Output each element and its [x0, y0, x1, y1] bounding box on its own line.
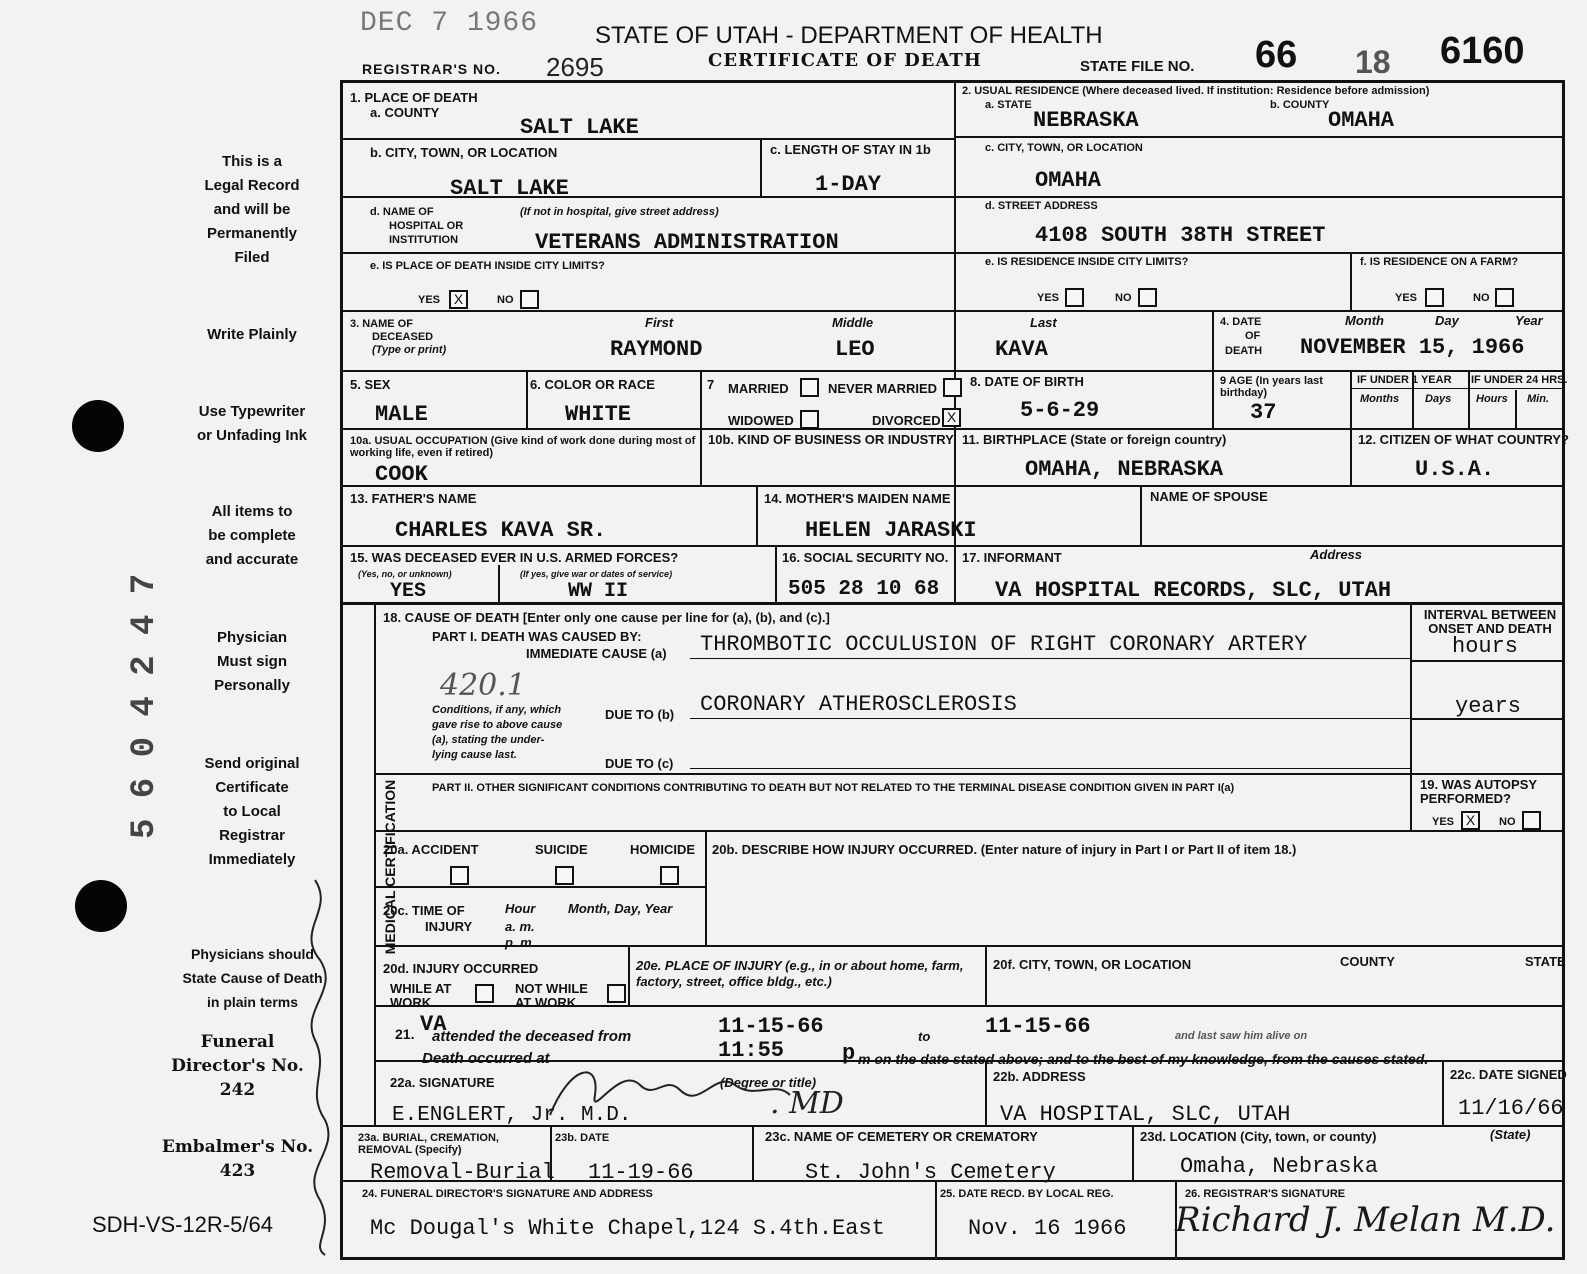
label-26: 26. REGISTRAR'S SIGNATURE — [1185, 1188, 1346, 1200]
label-3-c: (Type or print) — [372, 344, 447, 356]
label-20c-b: INJURY — [425, 919, 473, 934]
label-while-at: WHILE AT — [390, 981, 452, 996]
value-armed: YES — [390, 580, 427, 603]
label-9: 9 AGE (In years last birthday) — [1220, 375, 1323, 399]
label-22c: 22c. DATE SIGNED — [1450, 1067, 1567, 1082]
physician-signature-scrawl — [540, 1055, 800, 1130]
label-1a: a. COUNTY — [370, 105, 440, 120]
value-date-signed: 11/16/66 — [1458, 1096, 1564, 1121]
value-first-name: RAYMOND — [610, 337, 703, 362]
label-2e: e. IS RESIDENCE INSIDE CITY LIMITS? — [985, 256, 1189, 268]
label-1d-b: HOSPITAL OR — [389, 220, 464, 232]
label-10b: 10b. KIND OF BUSINESS OR INDUSTRY — [708, 432, 954, 447]
value-ssn: 505 28 10 68 — [788, 578, 940, 601]
value-attend-from: 11-15-66 — [718, 1014, 824, 1039]
label-attended: attended the deceased from — [432, 1028, 632, 1045]
label-months: Months — [1360, 393, 1400, 405]
label-15-note2: (If yes, give war or dates of service) — [520, 569, 673, 579]
value-cause-b: CORONARY ATHEROSCLEROSIS — [700, 692, 1017, 717]
label-22a: 22a. SIGNATURE — [390, 1075, 495, 1090]
label-4-b: OF — [1245, 330, 1261, 342]
value-attend-to: 11-15-66 — [985, 1014, 1091, 1039]
value-sign-address: VA HOSPITAL, SLC, UTAH — [1000, 1102, 1291, 1127]
label-2e-no: NO — [1115, 292, 1132, 304]
label-24: 24. FUNERAL DIRECTOR'S SIGNATURE AND ADDRESS — [362, 1188, 653, 1200]
checkbox-never-married[interactable] — [943, 378, 962, 397]
label-days: Days — [1425, 393, 1452, 405]
punch-hole-top — [72, 400, 124, 452]
label-occurred-at: Death occurred at — [422, 1050, 550, 1067]
label-2e-yes: YES — [1037, 292, 1060, 304]
label-1e: e. IS PLACE OF DEATH INSIDE CITY LIMITS? — [370, 260, 605, 272]
sidebar-typewriter: Use Typewriter or Unfading Ink — [197, 403, 307, 444]
value-res-city: OMAHA — [1035, 168, 1102, 193]
label-at-work: AT WORK — [515, 995, 577, 1010]
checkbox-married[interactable] — [800, 378, 819, 397]
value-sex: MALE — [375, 402, 428, 427]
label-degree: (Degree or title) — [720, 1075, 817, 1090]
label-5: 5. SEX — [350, 377, 391, 392]
label-widowed: WIDOWED — [728, 413, 794, 428]
value-mother: HELEN JARASKI — [805, 518, 977, 543]
value-stay: 1-DAY — [815, 172, 882, 197]
label-20a: 20a. ACCIDENT — [383, 842, 479, 857]
value-interval-b: years — [1455, 694, 1522, 719]
label-4-a: 4. DATE — [1220, 316, 1262, 328]
label-1: 1. PLACE OF DEATH — [350, 90, 478, 105]
label-15: 15. WAS DECEASED EVER IN U.S. ARMED FORCES? — [350, 550, 679, 565]
label-part1: PART I. DEATH WAS CAUSED BY: — [432, 629, 642, 644]
checkbox-divorced[interactable]: X — [942, 408, 961, 427]
checkbox-farm-yes[interactable] — [1425, 288, 1444, 307]
state-file-b: 18 — [1355, 44, 1391, 80]
label-hour: Hour — [505, 901, 536, 916]
value-code: 420.1 — [440, 668, 526, 703]
value-birthplace: OMAHA, NEBRASKA — [1025, 457, 1224, 482]
value-burial: Removal-Burial — [370, 1160, 555, 1185]
label-part2: PART II. OTHER SIGNIFICANT CONDITIONS CONTRIBUTING TO DEATH BUT NOT RELATED TO THE TERMINAL DISEASE CONDITION GIVEN IN PART I(a) — [432, 782, 1235, 794]
value-pm: p — [842, 1041, 856, 1066]
sidebar-complete: All items to be complete and accurate — [205, 503, 299, 568]
checkbox-homicide[interactable] — [660, 866, 679, 885]
label-19-no: NO — [1499, 816, 1516, 828]
medical-certification-label: MEDICAL CERTIFICATION — [382, 779, 398, 955]
label-18: 18. CAUSE OF DEATH [Enter only one cause per line for (a), (b), and (c).] — [383, 610, 830, 625]
label-last-saw: and last saw him alive on — [1175, 1030, 1308, 1042]
label-15-note1: (Yes, no, or unknown) — [358, 569, 452, 579]
label-11: 11. BIRTHPLACE (State or foreign country) — [962, 432, 1227, 447]
label-23-state: (State) — [1490, 1127, 1531, 1142]
punch-hole-bottom — [75, 880, 127, 932]
label-1d-note: (If not in hospital, give street address) — [520, 206, 719, 218]
label-first: First — [645, 315, 674, 330]
label-10a: 10a. USUAL OCCUPATION (Give kind of work done during most of working life, even if retired) — [350, 435, 696, 459]
sidebar-should: Physicians should State Cause of Death in plain terms — [182, 946, 323, 1010]
label-2b: b. COUNTY — [1270, 99, 1330, 111]
label-state: STATE — [1525, 954, 1566, 969]
label-work: WORK — [390, 995, 432, 1010]
label-address: Address — [1310, 547, 1363, 562]
label-1e-no: NO — [497, 294, 514, 306]
label-min: Min. — [1527, 393, 1549, 405]
label-2f-no: NO — [1473, 292, 1490, 304]
value-sign-title: . MD — [770, 1086, 844, 1121]
label-1c: c. LENGTH OF STAY IN 1b — [770, 142, 931, 157]
checkbox-place-yes[interactable]: X — [449, 290, 468, 309]
label-2: 2. USUAL RESIDENCE (Where deceased lived. If institution: Residence before admission) — [962, 85, 1430, 97]
label-day: Day — [1435, 313, 1459, 328]
label-20d: 20d. INJURY OCCURRED — [383, 961, 539, 976]
label-hours: Hours — [1476, 393, 1508, 405]
checkbox-widowed[interactable] — [800, 410, 819, 429]
value-race: WHITE — [565, 402, 632, 427]
label-3-b: DECEASED — [372, 331, 434, 343]
value-age: 37 — [1250, 400, 1277, 425]
label-mdy: Month, Day, Year — [568, 901, 673, 916]
label-homicide: HOMICIDE — [630, 842, 695, 857]
value-death-date: NOVEMBER 15, 1966 — [1300, 335, 1525, 360]
value-citizen: U.S.A. — [1415, 457, 1495, 482]
value-hospital: VETERANS ADMINISTRATION — [535, 230, 839, 255]
value-informant: VA HOSPITAL RECORDS, SLC, UTAH — [995, 578, 1392, 603]
vertical-number: 5 6 0 4 2 4 7 — [126, 573, 164, 839]
label-16: 16. SOCIAL SECURITY NO. — [782, 550, 949, 565]
label-not-while: NOT WHILE — [515, 981, 588, 996]
label-divorced: DIVORCED — [872, 413, 941, 428]
label-1d-c: INSTITUTION — [389, 234, 459, 246]
value-interval-a: hours — [1452, 634, 1519, 659]
value-time: 11:55 — [718, 1038, 785, 1063]
label-19: 19. WAS AUTOPSY PERFORMED? — [1420, 777, 1537, 806]
value-street: 4108 SOUTH 38TH STREET — [1035, 223, 1326, 248]
label-under-24-hrs: IF UNDER 24 HRS. — [1471, 374, 1568, 386]
form-code: SDH-VS-12R-5/64 — [92, 1212, 273, 1237]
value-signer: E.ENGLERT, Jr. M.D. — [392, 1104, 632, 1127]
value-cemetery: St. John's Cemetery — [805, 1160, 1056, 1185]
sidebar-send: Send original Certificate to Local Registrar Immediately — [204, 755, 300, 868]
value-cause-a: THROMBOTIC OCCULUSION OF RIGHT CORONARY ARTERY — [700, 632, 1308, 657]
checkbox-res-no[interactable] — [1138, 288, 1157, 307]
date-stamp: DEC 7 1966 — [360, 8, 539, 39]
checkbox-res-yes[interactable] — [1065, 288, 1084, 307]
label-22b: 22b. ADDRESS — [993, 1069, 1086, 1084]
sidebar-funeral: Funeral Director's No. 242 — [171, 1032, 304, 1100]
label-am: a. m. — [505, 919, 535, 934]
label-due-c: DUE TO (c) — [605, 756, 674, 771]
label-last: Last — [1030, 315, 1057, 330]
label-7: 7 — [707, 377, 715, 392]
department-title: STATE OF UTAH - DEPARTMENT OF HEALTH — [595, 22, 1103, 49]
checkbox-farm-no[interactable] — [1495, 288, 1514, 307]
sidebar-embalmer: Embalmer's No. 423 — [161, 1137, 314, 1181]
label-19-yes: YES — [1432, 816, 1455, 828]
label-23c: 23c. NAME OF CEMETERY OR CREMATORY — [765, 1129, 1038, 1144]
state-file-label: STATE FILE NO. — [1080, 58, 1195, 75]
label-pm: p. m. — [505, 935, 536, 950]
certificate-title: CERTIFICATE OF DEATH — [708, 50, 982, 71]
label-under-1-year: IF UNDER 1 YEAR — [1357, 374, 1452, 386]
label-middle: Middle — [832, 315, 874, 330]
checkbox-autopsy-no[interactable] — [1522, 811, 1541, 830]
checkbox-place-no[interactable] — [520, 290, 539, 309]
value-dob: 5-6-29 — [1020, 398, 1100, 423]
sidebar-physician: Physician Must sign Personally — [214, 629, 290, 694]
label-on-date: m on the date stated above; and to the best of my knowledge, from the causes stated. — [858, 1051, 1429, 1067]
checkbox-while-at-work[interactable] — [475, 984, 494, 1003]
state-file-c: 6160 — [1440, 30, 1525, 72]
state-file-a: 66 — [1255, 34, 1298, 76]
label-23a: 23a. BURIAL, CREMATION, REMOVAL (Specify) — [358, 1132, 499, 1156]
label-1e-yes: YES — [418, 294, 441, 306]
label-month: Month — [1345, 313, 1384, 328]
label-due-b: DUE TO (b) — [605, 707, 675, 722]
checkbox-autopsy-yes[interactable]: X — [1461, 811, 1480, 830]
label-to: to — [918, 1029, 931, 1044]
value-res-state: NEBRASKA — [1033, 108, 1139, 133]
label-interval: INTERVAL BETWEEN ONSET AND DEATH — [1423, 607, 1557, 636]
value-middle-name: LEO — [835, 337, 875, 362]
registrar-no: 2695 — [546, 52, 604, 82]
value-res-county: OMAHA — [1328, 108, 1395, 133]
label-spouse: NAME OF SPOUSE — [1150, 489, 1268, 504]
label-2c: c. CITY, TOWN, OR LOCATION — [985, 142, 1143, 154]
sidebar-legal: This is a Legal Record and will be Permanently Filed — [204, 153, 300, 266]
label-20c-a: 20c. TIME OF — [383, 903, 465, 918]
label-23b: 23b. DATE — [555, 1132, 610, 1144]
label-20e: 20e. PLACE OF INJURY (e.g., in or about home, farm, factory, street, office bldg., etc.) — [636, 958, 964, 989]
label-1b: b. CITY, TOWN, OR LOCATION — [370, 145, 558, 160]
label-never-married: NEVER MARRIED — [828, 381, 938, 396]
value-county: SALT LAKE — [520, 115, 639, 140]
value-war: WW II — [568, 580, 629, 603]
label-25: 25. DATE RECD. BY LOCAL REG. — [940, 1188, 1114, 1200]
value-last-name: KAVA — [995, 337, 1048, 362]
label-20b: 20b. DESCRIBE HOW INJURY OCCURRED. (Enter nature of injury in Part I or Part II of item 18.) — [712, 842, 1297, 857]
label-year: Year — [1515, 313, 1543, 328]
label-conditions: Conditions, if any, which gave rise to above cause (a), stating the under- lying cause last. — [432, 704, 563, 761]
label-14: 14. MOTHER'S MAIDEN NAME — [764, 491, 951, 506]
registrar-no-label: REGISTRAR'S NO. — [362, 61, 501, 77]
value-city: SALT LAKE — [450, 176, 569, 201]
value-recd: Nov. 16 1966 — [968, 1216, 1127, 1241]
checkbox-not-at-work[interactable] — [607, 984, 626, 1003]
side-signature-scrawl — [285, 870, 345, 1260]
label-married: MARRIED — [728, 381, 789, 396]
value-occupation: COOK — [375, 462, 428, 487]
checkbox-suicide[interactable] — [555, 866, 574, 885]
label-12: 12. CITIZEN OF WHAT COUNTRY? — [1358, 432, 1569, 447]
label-20f: 20f. CITY, TOWN, OR LOCATION — [993, 957, 1192, 972]
label-2a: a. STATE — [985, 99, 1032, 111]
label-23d: 23d. LOCATION (City, town, or county) — [1140, 1129, 1377, 1144]
label-immediate: IMMEDIATE CAUSE (a) — [526, 646, 667, 661]
label-8: 8. DATE OF BIRTH — [970, 374, 1084, 389]
label-suicide: SUICIDE — [535, 842, 588, 857]
label-county: COUNTY — [1340, 954, 1395, 969]
label-3-a: 3. NAME OF — [350, 318, 413, 330]
label-17: 17. INFORMANT — [962, 550, 1062, 565]
label-2f: f. IS RESIDENCE ON A FARM? — [1360, 256, 1519, 268]
label-1d-a: d. NAME OF — [370, 206, 434, 218]
value-funeral: Mc Dougal's White Chapel,124 S.4th.East — [370, 1216, 885, 1241]
value-father: CHARLES KAVA SR. — [395, 518, 607, 543]
label-13: 13. FATHER'S NAME — [350, 491, 477, 506]
value-attend-who: VA — [420, 1012, 447, 1037]
label-4-c: DEATH — [1225, 345, 1263, 357]
checkbox-accident[interactable] — [450, 866, 469, 885]
label-6: 6. COLOR OR RACE — [530, 377, 655, 392]
value-location: Omaha, Nebraska — [1180, 1154, 1379, 1179]
label-2d: d. STREET ADDRESS — [985, 200, 1098, 212]
label-2f-yes: YES — [1395, 292, 1418, 304]
registrar-signature: Richard J. Melan M.D. — [1175, 1200, 1556, 1240]
sidebar-write-plainly: Write Plainly — [207, 326, 297, 343]
label-21: 21. — [395, 1026, 415, 1042]
value-burial-date: 11-19-66 — [588, 1160, 694, 1185]
